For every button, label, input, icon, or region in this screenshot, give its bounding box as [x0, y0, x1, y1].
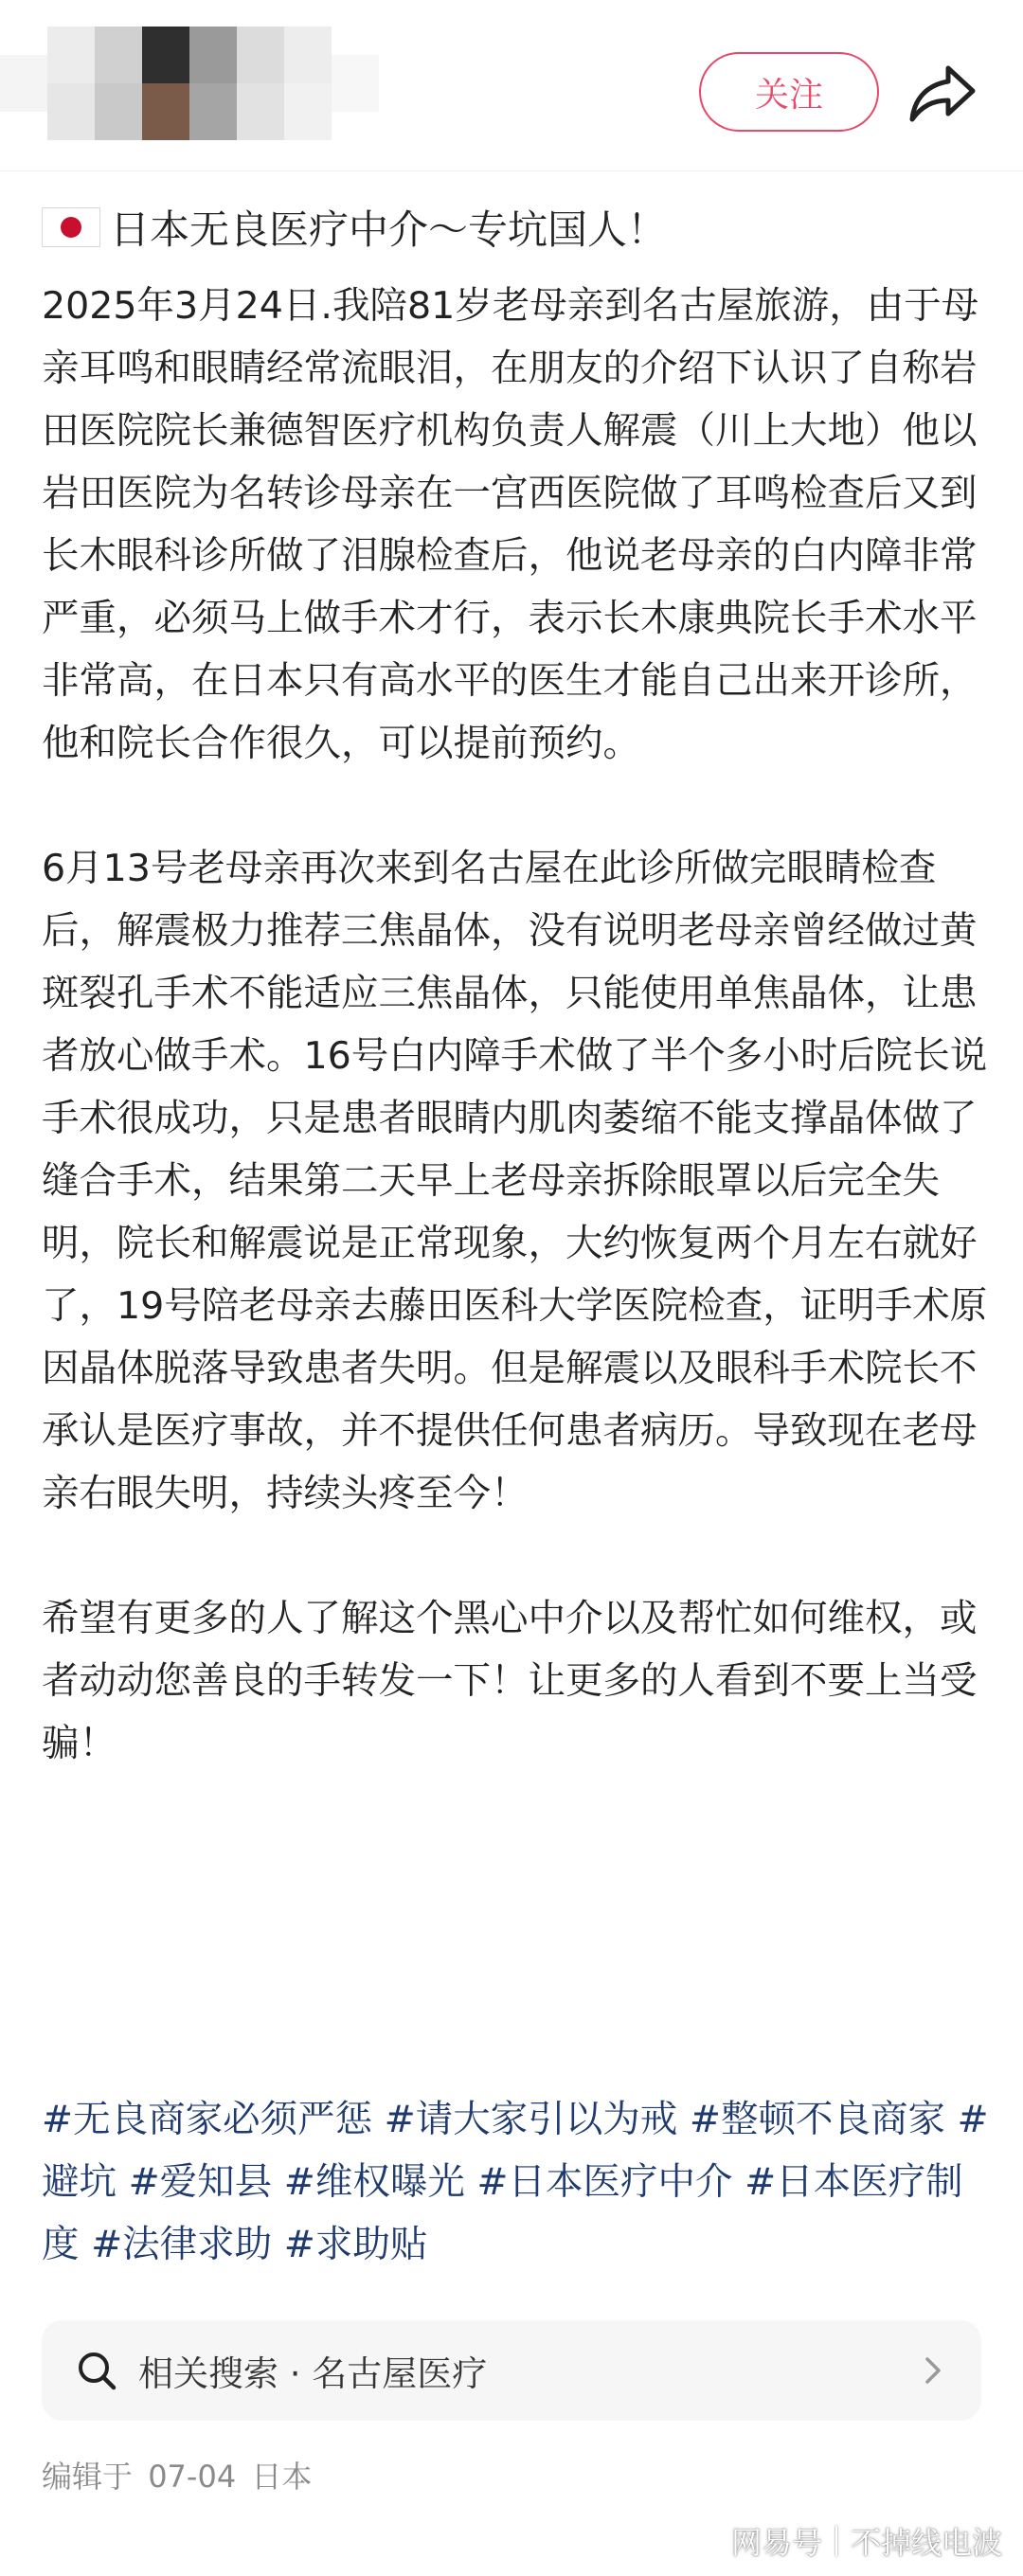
- edit-prefix: 编辑于: [42, 2459, 134, 2495]
- watermark-author: 不掉线电波: [850, 2525, 1002, 2561]
- watermark-platform: 网易号: [730, 2525, 822, 2561]
- hashtag-link[interactable]: #避坑: [42, 2098, 989, 2204]
- hashtag-link[interactable]: #请大家引以为戒: [384, 2098, 678, 2141]
- paragraph-2: 6月13号老母亲再次来到名古屋在此诊所做完眼睛检查后，解震极力推荐三焦晶体，没有说明老母亲曾经做过黄斑裂孔手术不能适应三焦晶体，只能使用单焦晶体，让患者放心做手术。16号白内障手术做了半个多小时后院长说手术很成功，只是患者眼睛内肌肉萎缩不能支撑晶体做了缝合手术，结果第二天早上老母亲拆除眼罩以后完全失明，院长和解震说是正常现象，大约恢复两个月左右就好了，19号陪老母亲去藤田医科大学医院检查，证明手术原因晶体脱落导致患者失明。但是解震以及眼科手术院长不承认是医疗事故，并不提供任何患者病历。导致现在老母亲右眼失明，持续头疼至今！: [42, 847, 988, 1515]
- japan-flag-icon: [42, 207, 100, 247]
- hashtag-link[interactable]: #整顿不良商家: [689, 2098, 945, 2141]
- hashtag-link[interactable]: #求助贴: [283, 2223, 428, 2266]
- hashtag-link[interactable]: #维权曝光: [283, 2160, 465, 2204]
- hashtag-link[interactable]: #无良商家必须严惩: [42, 2098, 373, 2141]
- top-bar: [0, 0, 1023, 170]
- top-divider: [0, 170, 1023, 171]
- post-body: [42, 275, 989, 1837]
- source-watermark: [731, 2519, 1002, 2563]
- edit-date: 07-04: [148, 2459, 237, 2495]
- follow-button[interactable]: 关注: [699, 52, 879, 132]
- related-search-card[interactable]: [42, 2320, 981, 2421]
- post-title-row: [42, 194, 989, 260]
- watermark-divider: [835, 2526, 837, 2556]
- related-search-label: 相关搜索 · 名古屋医疗: [138, 2353, 488, 2394]
- hashtag-list: [42, 2088, 989, 2276]
- edit-location: 日本: [251, 2459, 313, 2495]
- hashtag-link[interactable]: #日本医疗制度: [42, 2160, 963, 2266]
- post-title: 日本无良医疗中介～专坑国人！: [110, 206, 668, 253]
- post-edit-meta: [42, 2453, 317, 2496]
- hashtag-link[interactable]: #爱知县: [128, 2160, 273, 2204]
- paragraph-3: 希望有更多的人了解这个黑心中介以及帮忙如何维权，或者动动您善良的手转发一下！让更多的人看到不要上当受骗！: [42, 1597, 978, 1765]
- author-avatar-mosaic[interactable]: [0, 27, 379, 140]
- hashtag-link[interactable]: #日本医疗中介: [476, 2160, 733, 2204]
- search-icon: [74, 2348, 119, 2393]
- chevron-right-icon: [919, 2352, 947, 2389]
- paragraph-1: 2025年3月24日.我陪81岁老母亲到名古屋旅游，由于母亲耳鸣和眼睛经常流眼泪，在朋友的介绍下认识了自称岩田医院院长兼德智医疗机构负责人解震（川上大地）他以岩田医院为名转诊母亲在一宫西医院做了耳鸣检查后又到长木眼科诊所做了泪腺检查后，他说老母亲的白内障非常严重，必须马上做手术才行，表示长木康典院长手术水平非常高，在日本只有高水平的医生才能自己出来开诊所，他和院长合作很久，可以提前预约。: [42, 284, 979, 765]
- hashtag-link[interactable]: #法律求助: [91, 2223, 273, 2266]
- share-arrow-icon[interactable]: [905, 55, 980, 131]
